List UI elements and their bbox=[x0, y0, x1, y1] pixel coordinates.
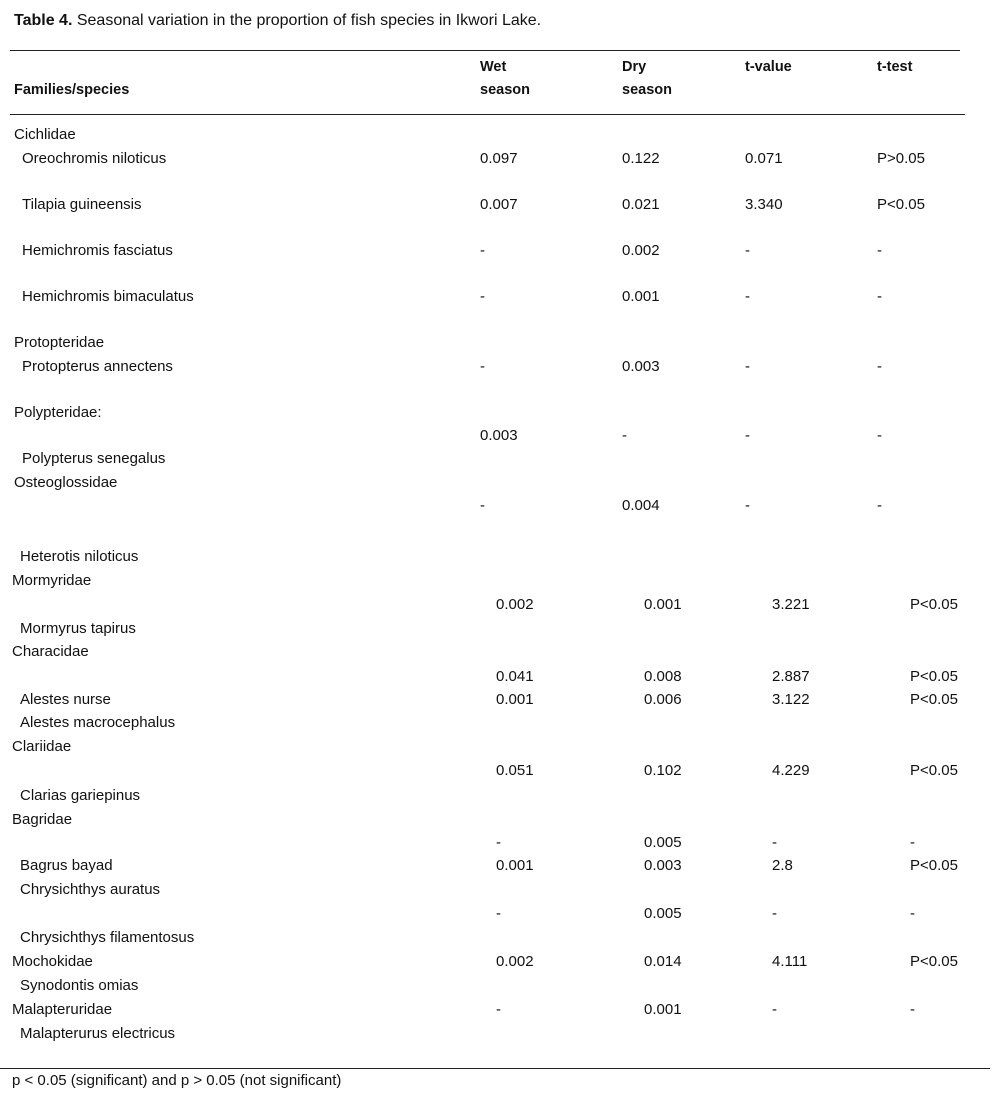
t-value-cell: 2.8 bbox=[772, 857, 793, 874]
species-cell: Clarias gariepinus bbox=[20, 787, 141, 804]
dry-season-cell: 0.004 bbox=[622, 497, 660, 514]
t-test-cell: - bbox=[877, 288, 882, 305]
species-cell: Bagridae bbox=[12, 811, 73, 828]
species-cell: Chrysichthys filamentosus bbox=[20, 929, 195, 946]
t-value-cell: 3.122 bbox=[772, 691, 810, 708]
species-cell: Mormyridae bbox=[12, 572, 92, 589]
t-value-cell: - bbox=[772, 834, 777, 851]
species-cell: Polypteridae: bbox=[14, 404, 102, 421]
table-caption bbox=[14, 12, 541, 30]
species-cell: Osteoglossidae bbox=[14, 474, 118, 491]
t-value-cell: - bbox=[772, 905, 777, 922]
species-cell: Hemichromis bimaculatus bbox=[22, 288, 194, 305]
t-test-cell: - bbox=[910, 1001, 915, 1018]
t-value-cell: - bbox=[745, 497, 750, 514]
header-wet: Wet bbox=[480, 59, 507, 75]
species-cell: Protopteridae bbox=[14, 334, 105, 351]
species-cell: Malapterurus electricus bbox=[20, 1025, 176, 1042]
species-cell: Chrysichthys auratus bbox=[20, 881, 161, 898]
t-test-cell: P<0.05 bbox=[910, 953, 958, 970]
wet-season-cell: 0.003 bbox=[480, 427, 518, 444]
dry-season-cell: 0.006 bbox=[644, 691, 682, 708]
header-dry: Dry bbox=[622, 59, 647, 75]
dry-season-cell: 0.122 bbox=[622, 150, 660, 167]
species-cell: Protopterus annectens bbox=[22, 358, 173, 375]
species-cell: Tilapia guineensis bbox=[22, 196, 142, 213]
t-test-cell: - bbox=[910, 834, 915, 851]
t-test-cell: - bbox=[910, 905, 915, 922]
wet-season-cell: - bbox=[496, 905, 501, 922]
dry-season-cell: 0.021 bbox=[622, 196, 660, 213]
t-test-cell: P<0.05 bbox=[910, 857, 958, 874]
dry-season-cell: 0.005 bbox=[644, 834, 682, 851]
t-test-cell: P>0.05 bbox=[877, 150, 925, 167]
wet-season-cell: - bbox=[480, 497, 485, 514]
bottom-rule bbox=[0, 1068, 990, 1069]
wet-season-cell: 0.041 bbox=[496, 668, 534, 685]
wet-season-cell: 0.097 bbox=[480, 150, 518, 167]
t-test-cell: - bbox=[877, 242, 882, 259]
dry-season-cell: 0.003 bbox=[644, 857, 682, 874]
species-cell: Malapteruridae bbox=[12, 1001, 113, 1018]
t-test-cell: - bbox=[877, 497, 882, 514]
dry-season-cell: - bbox=[622, 427, 627, 444]
t-test-cell: P<0.05 bbox=[910, 762, 958, 779]
header-wet-season: season bbox=[480, 82, 530, 98]
dry-season-cell: 0.002 bbox=[622, 242, 660, 259]
t-value-cell: - bbox=[745, 427, 750, 444]
species-cell: Mochokidae bbox=[12, 953, 93, 970]
t-test-cell: P<0.05 bbox=[910, 691, 958, 708]
wet-season-cell: - bbox=[480, 358, 485, 375]
wet-season-cell: 0.002 bbox=[496, 596, 534, 613]
dry-season-cell: 0.102 bbox=[644, 762, 682, 779]
header-t-value: t-value bbox=[745, 59, 792, 75]
t-value-cell: 3.221 bbox=[772, 596, 810, 613]
table-number: Table 4. bbox=[14, 12, 73, 29]
dry-season-cell: 0.005 bbox=[644, 905, 682, 922]
dry-season-cell: 0.008 bbox=[644, 668, 682, 685]
t-value-cell: 0.071 bbox=[745, 150, 783, 167]
t-value-cell: - bbox=[745, 242, 750, 259]
dry-season-cell: 0.014 bbox=[644, 953, 682, 970]
t-value-cell: - bbox=[745, 288, 750, 305]
header-t-test: t-test bbox=[877, 59, 913, 75]
t-test-cell: - bbox=[877, 427, 882, 444]
t-value-cell: - bbox=[772, 1001, 777, 1018]
t-value-cell: 4.111 bbox=[772, 953, 808, 970]
dry-season-cell: 0.001 bbox=[622, 288, 660, 305]
table-title: Seasonal variation in the proportion of fish species in Ikwori Lake. bbox=[76, 12, 542, 29]
t-test-cell: P<0.05 bbox=[877, 196, 925, 213]
species-cell: Alestes macrocephalus bbox=[20, 714, 176, 731]
wet-season-cell: - bbox=[480, 242, 485, 259]
species-cell: Oreochromis niloticus bbox=[22, 150, 167, 167]
header-rule bbox=[10, 114, 965, 115]
dry-season-cell: 0.001 bbox=[644, 1001, 682, 1018]
species-cell: Heterotis niloticus bbox=[20, 548, 139, 565]
wet-season-cell: 0.002 bbox=[496, 953, 534, 970]
top-rule bbox=[10, 50, 960, 51]
t-value-cell: 4.229 bbox=[772, 762, 810, 779]
dry-season-cell: 0.003 bbox=[622, 358, 660, 375]
wet-season-cell: - bbox=[496, 1001, 501, 1018]
dry-season-cell: 0.001 bbox=[644, 596, 682, 613]
species-cell: Mormyrus tapirus bbox=[20, 620, 136, 637]
wet-season-cell: 0.007 bbox=[480, 196, 518, 213]
wet-season-cell: 0.001 bbox=[496, 691, 534, 708]
wet-season-cell: 0.051 bbox=[496, 762, 534, 779]
t-value-cell: 2.887 bbox=[772, 668, 810, 685]
t-value-cell: - bbox=[745, 358, 750, 375]
footnote: p < 0.05 (significant) and p > 0.05 (not significant) bbox=[12, 1072, 342, 1089]
species-cell: Polypterus senegalus bbox=[22, 450, 166, 467]
t-test-cell: - bbox=[877, 358, 882, 375]
species-cell: Characidae bbox=[12, 643, 89, 660]
species-cell: Bagrus bayad bbox=[20, 857, 113, 874]
species-cell: Synodontis omias bbox=[20, 977, 139, 994]
header-dry-season: season bbox=[622, 82, 672, 98]
t-test-cell: P<0.05 bbox=[910, 596, 958, 613]
header-species: Families/species bbox=[14, 82, 130, 98]
t-test-cell: P<0.05 bbox=[910, 668, 958, 685]
species-cell: Hemichromis fasciatus bbox=[22, 242, 173, 259]
species-cell: Clariidae bbox=[12, 738, 72, 755]
wet-season-cell: - bbox=[496, 834, 501, 851]
species-cell: Alestes nurse bbox=[20, 691, 111, 708]
wet-season-cell: - bbox=[480, 288, 485, 305]
wet-season-cell: 0.001 bbox=[496, 857, 534, 874]
t-value-cell: 3.340 bbox=[745, 196, 783, 213]
species-cell: Cichlidae bbox=[14, 126, 76, 143]
